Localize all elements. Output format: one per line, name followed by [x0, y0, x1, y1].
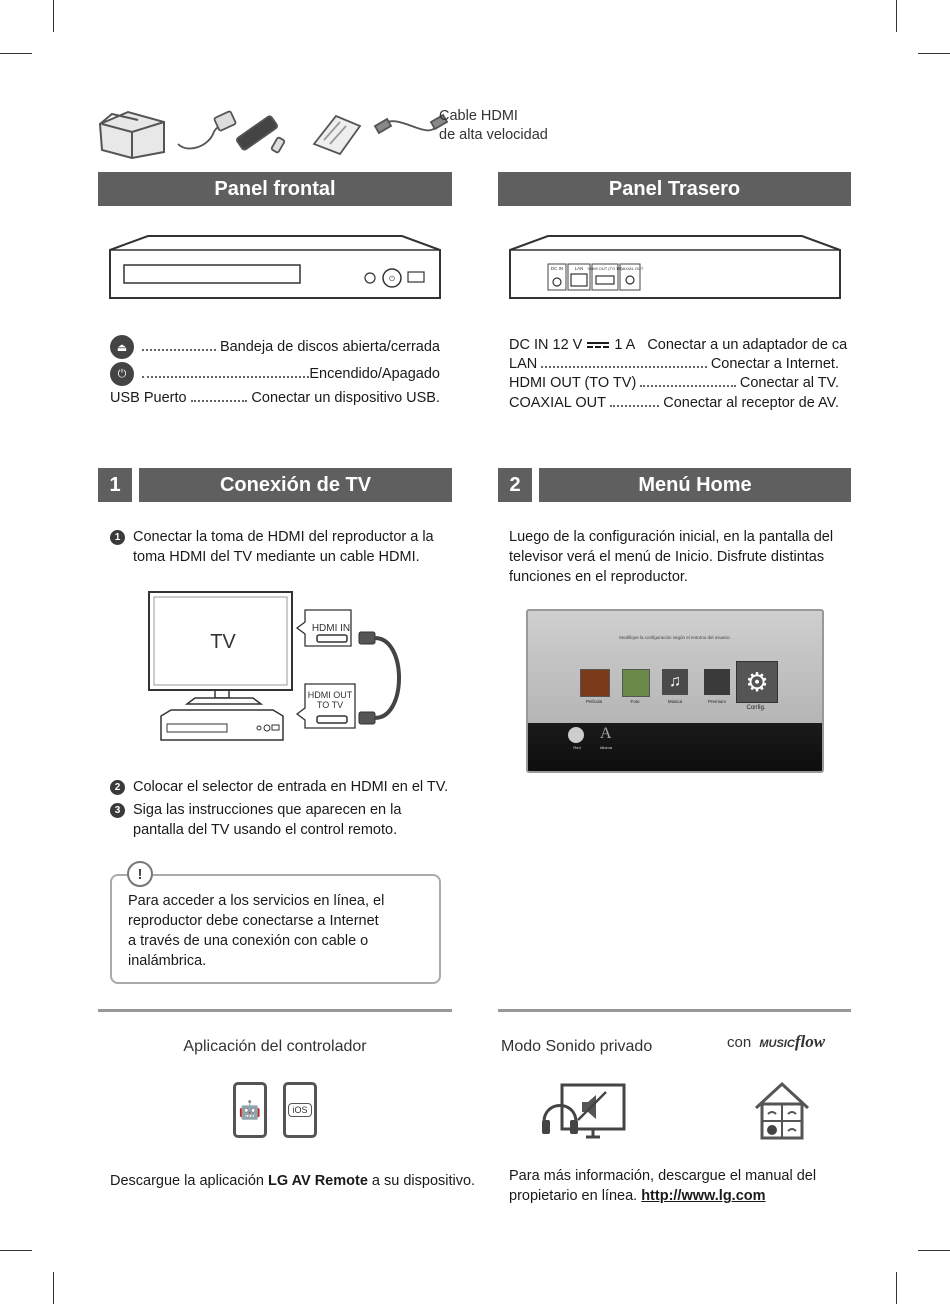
section-title: Conexión de TV: [139, 468, 452, 502]
multiroom-house-icon: [752, 1080, 812, 1142]
step-text: Conectar la toma de HDMI del reproductor a la toma HDMI del TV mediante un cable HDMI.: [133, 529, 434, 565]
screen-item-label: Película: [585, 699, 602, 704]
package-box-icon: [100, 112, 164, 158]
item-label: LAN: [509, 356, 538, 372]
item-desc: Bandeja de discos abierta/cerrada: [219, 339, 440, 355]
tv-label: TV: [210, 631, 236, 653]
logo-brand-flow: flow: [794, 1032, 826, 1051]
eject-icon: ⏏: [110, 335, 134, 359]
warning-icon: !: [127, 861, 153, 887]
network-icon: [568, 727, 584, 743]
divider: [498, 1009, 851, 1012]
tv-stand: [187, 698, 261, 704]
hdmi-plug: [359, 632, 375, 644]
power-adapter-icon: [178, 111, 236, 149]
item-desc: Conectar a un adaptador de ca: [647, 337, 848, 353]
crop-mark: [896, 1272, 897, 1304]
svg-text:TO TV: TO TV: [316, 700, 344, 710]
cable-label-line: Cable HDMI: [439, 108, 518, 124]
note-text: Para acceder a los servicios en línea, el reproductor debe conectarse a Internet a través de una conexión con cable o inalámbrica.: [128, 893, 385, 969]
step-1: [110, 527, 445, 567]
item-desc: Conectar al receptor de AV.: [663, 395, 839, 411]
crop-mark: [0, 53, 32, 54]
front-panel-item: [110, 390, 440, 406]
svg-text:HDMI OUT: HDMI OUT: [307, 690, 353, 700]
step-3: [110, 800, 410, 840]
step-text: Colocar el selector de entrada en HDMI en el TV.: [133, 779, 449, 795]
tv-connection-diagram: [145, 588, 410, 743]
front-panel-illustration: [108, 232, 442, 302]
crop-mark: [53, 0, 54, 32]
remote-control-icon: [236, 115, 285, 153]
section-title: Menú Home: [539, 468, 851, 502]
text-segment: a su dispositivo.: [367, 1173, 476, 1189]
screen-bottom-label: Red: [573, 745, 581, 750]
music-flow-logo: [727, 1032, 825, 1052]
item-label: COAXIAL OUT: [509, 395, 606, 411]
port-label: LAN: [574, 266, 584, 271]
app-name: LG AV Remote: [267, 1173, 368, 1189]
item-label: DC IN 12 V: [509, 337, 583, 353]
front-panel-item: [110, 362, 440, 386]
screen-item-label: Foto: [630, 699, 640, 704]
screen-item-label: Premium: [707, 699, 726, 704]
section-number: 2: [498, 468, 532, 502]
language-icon: A: [600, 725, 612, 742]
crop-mark: [918, 1250, 950, 1251]
text-segment: Para más información, descargue el manual del propietario en línea.: [509, 1168, 817, 1204]
crop-mark: [53, 1272, 54, 1304]
settings-gear-icon: ⚙: [736, 661, 778, 703]
section-number: 1: [98, 468, 132, 502]
music-icon: ♫: [662, 669, 688, 695]
screen-bottom-label: Idioma: [599, 745, 612, 750]
item-desc: Conectar a Internet.: [710, 356, 839, 372]
item-label-suffix: 1 A: [614, 337, 636, 353]
movie-icon: [580, 669, 610, 697]
hdmi-cable: [375, 638, 399, 718]
dc-symbol-icon: [587, 342, 609, 348]
private-sound-title: Modo Sonido privado: [501, 1038, 653, 1055]
photo-icon: [622, 669, 650, 697]
power-icon: ⏻: [110, 362, 134, 386]
crop-mark: [918, 53, 950, 54]
item-label: HDMI OUT (TO TV): [509, 375, 637, 391]
text-segment: Descargue la aplicación: [110, 1173, 268, 1189]
svg-text:⏻: ⏻: [389, 275, 395, 283]
item-desc: Conectar un dispositivo USB.: [251, 390, 440, 406]
hdmi-in-label: HDMI IN: [311, 623, 351, 634]
home-menu-intro: Luego de la configuración inicial, en la pantalla del televisor verá el menú de Inicio. Disfrute distintas funciones en el reproductor.: [509, 529, 834, 585]
logo-prefix: con: [727, 1034, 752, 1051]
rear-panel-item: [509, 375, 839, 391]
player-illustration: [161, 710, 283, 740]
android-phone-icon: 🤖: [233, 1082, 267, 1138]
manual-icon: [314, 116, 360, 154]
port-label: HDMI OUT (TO TV): [587, 266, 623, 271]
manual-download-text: [509, 1166, 839, 1206]
screen-item-label: Música: [667, 699, 683, 704]
item-label: USB Puerto: [110, 390, 187, 406]
app-title: Aplicación del controlador: [183, 1038, 367, 1055]
hdmi-plug: [359, 712, 375, 724]
port-label: COAXIAL OUT: [616, 266, 644, 271]
hdmi-cable-icon: [375, 115, 447, 133]
premium-icon: [704, 669, 730, 695]
step-number: 2: [110, 780, 125, 795]
step-number: 1: [110, 530, 125, 545]
step-text: Siga las instrucciones que aparecen en la pantalla del TV usando el control remoto.: [133, 802, 402, 838]
cable-label-line: de alta velocidad: [439, 127, 548, 143]
step-number: 3: [110, 803, 125, 818]
rear-panel-header: Panel Trasero: [498, 172, 851, 206]
screen-header: Modifique la configuración según el entorno del usuario.: [619, 635, 731, 640]
ios-label: iOS: [288, 1103, 311, 1117]
rear-panel-item: [509, 395, 839, 411]
app-download-text: [110, 1171, 480, 1191]
ios-phone-icon: [283, 1082, 317, 1138]
lg-website-link[interactable]: http://www.lg.com: [641, 1188, 766, 1204]
disc-tray: [124, 265, 300, 283]
divider: [98, 1009, 452, 1012]
port-label: DC IN: [550, 266, 564, 271]
home-menu-screen: [526, 609, 824, 773]
rear-panel-illustration: [508, 232, 842, 302]
hdmi-cable-label: [439, 107, 548, 145]
front-panel-header: Panel frontal: [98, 172, 452, 206]
item-desc: Conectar al TV.: [739, 375, 839, 391]
rear-panel-item: [509, 356, 839, 372]
step-2: [110, 777, 450, 797]
crop-mark: [0, 1250, 32, 1251]
crop-mark: [896, 0, 897, 32]
screen-item-label: Config.: [746, 705, 766, 711]
item-desc: Encendido/Apagado: [309, 366, 440, 382]
rear-panel-item: [509, 337, 848, 353]
front-panel-item: [110, 335, 440, 359]
logo-brand: MUSIC: [759, 1038, 795, 1050]
private-sound-icon: [540, 1082, 630, 1142]
